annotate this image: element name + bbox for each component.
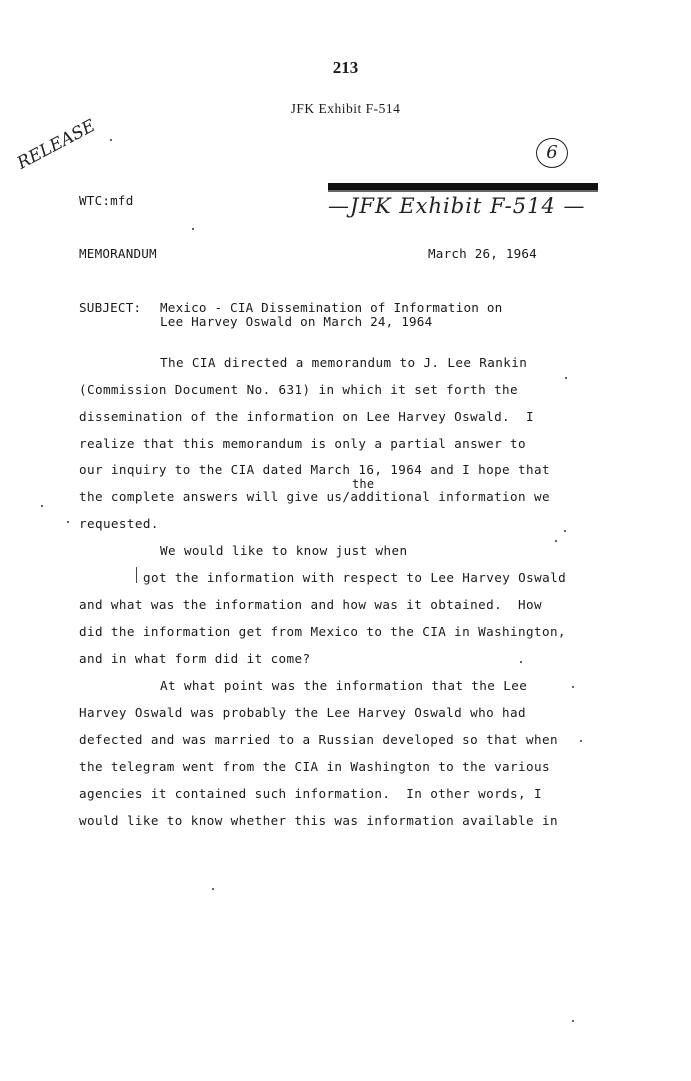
body-line: dissemination of the information on Lee Harvey Oswald. I [79,409,534,424]
scan-speck [520,661,522,663]
subject-label: SUBJECT: [79,300,142,315]
body-line: our inquiry to the CIA dated March 16, 1964 and I hope that [79,462,550,477]
scan-speck [67,521,69,523]
interlinear-insert: the [352,477,375,491]
memo-heading: MEMORANDUM [79,246,157,261]
body-line: and in what form did it come? [79,651,311,666]
body-line: would like to know whether this was information available in [79,813,558,828]
body-line: (Commission Document No. 631) in which it set forth the [79,382,519,397]
body-line: We would like to know just when [160,543,408,558]
scan-speck [572,686,574,688]
scan-speck [580,740,582,742]
page-number: 213 [332,58,359,77]
stamp-bar [328,183,598,190]
body-line: The CIA directed a memorandum to J. Lee Rankin [160,355,528,370]
body-line: agencies it contained such information. In other words, I [79,786,542,801]
margin-mark [136,567,137,583]
body-line: At what point was the information that the Lee [160,678,528,693]
scan-speck [192,228,194,230]
body-line: Harvey Oswald was probably the Lee Harvey Oswald who had [79,705,526,720]
body-line: and what was the information and how was it obtained. How [79,597,542,612]
body-line: defected and was married to a Russian developed so that when [79,732,558,747]
memo-date: March 26, 1964 [428,246,537,261]
body-line: got the information with respect to Lee Harvey Oswald [143,570,567,585]
scan-speck [565,377,567,379]
body-line: the complete answers will give us/additional information we [79,489,550,504]
scan-speck [564,530,566,532]
body-line: did the information get from Mexico to the CIA in Washington, [79,624,566,639]
body-line: realize that this memorandum is only a partial answer to [79,436,526,451]
scan-speck [572,1020,574,1022]
memo-initials: WTC:mfd [79,193,134,208]
exhibit-header: JFK Exhibit F-514 [290,101,401,116]
body-line: requested. [79,516,159,531]
handwritten-margin-note: RELEASE [14,115,99,174]
scan-speck [555,540,557,542]
body-line: the telegram went from the CIA in Washington to the various [79,759,550,774]
subject-line-1: Mexico - CIA Dissemination of Information on [160,300,503,315]
scan-speck [110,139,112,141]
subject-line-2: Lee Harvey Oswald on March 24, 1964 [160,314,433,329]
scan-speck [212,888,214,890]
handwritten-exhibit-stamp: —JFK Exhibit F-514 — [328,194,586,218]
scan-speck [41,505,43,507]
circled-number: 6 [536,138,568,168]
